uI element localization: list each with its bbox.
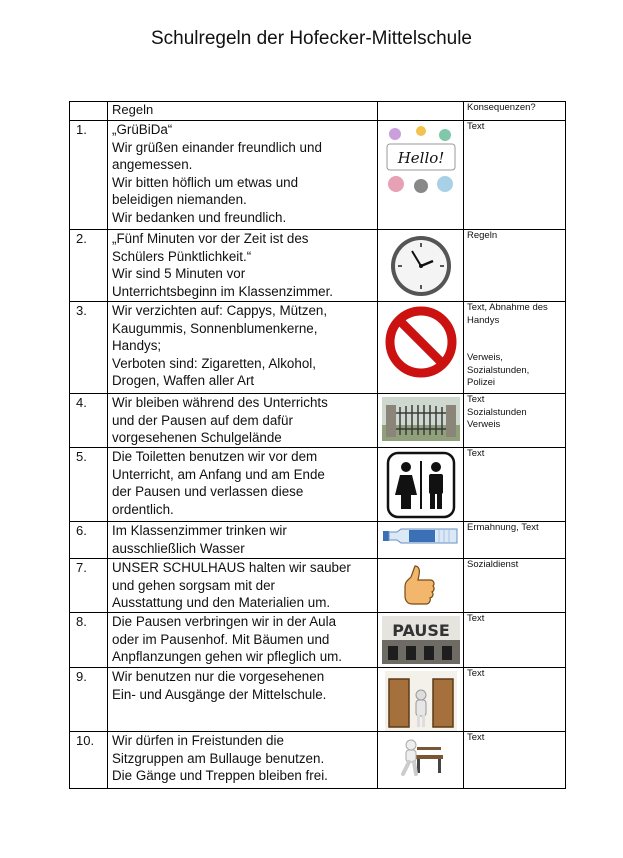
rule-text: Im Klassenzimmer trinken wir ausschließlich Wasser xyxy=(108,522,378,559)
table-row xyxy=(70,394,566,448)
table-row xyxy=(70,613,566,668)
header-consequences: Konsequenzen? xyxy=(464,102,566,121)
consequence: Text Sozialstunden Verweis xyxy=(464,394,566,448)
prohibition-icon xyxy=(378,302,464,394)
hello-image xyxy=(378,121,464,230)
rule-number: 1. xyxy=(70,121,108,230)
toilet-icon xyxy=(378,448,464,522)
table-row xyxy=(70,668,566,732)
rule-number: 5. xyxy=(70,448,108,522)
water-bottle-icon xyxy=(378,522,464,559)
rule-text: Wir dürfen in Freistunden die Sitzgruppen am Bullauge benutzen. Die Gänge und Treppen bleiben frei. xyxy=(108,732,378,789)
consequence: Text xyxy=(464,613,566,668)
rule-text: UNSER SCHULHAUS halten wir sauber und gehen sorgsam mit der Ausstattung und den Materialien um. xyxy=(108,559,378,613)
rule-number: 6. xyxy=(70,522,108,559)
gate-image xyxy=(378,394,464,448)
rule-number: 7. xyxy=(70,559,108,613)
rule-number: 2. xyxy=(70,230,108,302)
pause-image xyxy=(378,613,464,668)
pause-text: PAUSE xyxy=(391,621,450,640)
rule-text: Wir bleiben während des Unterrichts und der Pausen auf dem dafür vorgesehenen Schulgelände xyxy=(108,394,378,448)
consequence: Sozialdienst xyxy=(464,559,566,613)
table-row xyxy=(70,302,566,394)
rule-text: „GrüBiDa“ Wir grüßen einander freundlich und angemessen. Wir bitten höflich um etwas und beleidigen niemanden. Wir bedanken und freundlich. xyxy=(108,121,378,230)
thumbs-up-icon xyxy=(378,559,464,613)
consequence: Text xyxy=(464,732,566,789)
header-number xyxy=(70,102,108,121)
rule-number: 9. xyxy=(70,668,108,732)
page-title: Schulregeln der Hofecker-Mittelschule xyxy=(150,28,473,49)
table-row xyxy=(70,121,566,230)
rule-text: Die Toiletten benutzen wir vor dem Unterricht, am Anfang und am Ende der Pausen und verlassen diese ordentlich. xyxy=(108,448,378,522)
rule-number: 8. xyxy=(70,613,108,668)
consequence: Text xyxy=(464,121,566,230)
rules-table xyxy=(69,101,566,789)
doors-image xyxy=(378,668,464,732)
table-row xyxy=(70,448,566,522)
table-row xyxy=(70,559,566,613)
consequence: Text xyxy=(464,668,566,732)
table-row xyxy=(70,732,566,789)
consequence: Text, Abnahme des Handys Verweis, Sozialstunden, Polizei xyxy=(464,302,566,394)
consequence: Text xyxy=(464,448,566,522)
header-rules: Regeln xyxy=(108,102,378,121)
table-header-row xyxy=(70,102,566,121)
table-row xyxy=(70,230,566,302)
header-image xyxy=(378,102,464,121)
rule-number: 4. xyxy=(70,394,108,448)
bench-image xyxy=(378,732,464,789)
rule-number: 3. xyxy=(70,302,108,394)
rule-number: 10. xyxy=(70,732,108,789)
hello-text: Hello! xyxy=(397,149,444,167)
rule-text: Die Pausen verbringen wir in der Aula oder im Pausenhof. Mit Bäumen und Anpflanzungen gehen wir pfleglich um. xyxy=(108,613,378,668)
rule-text: Wir benutzen nur die vorgesehenen Ein- und Ausgänge der Mittelschule. xyxy=(108,668,378,732)
rule-text: „Fünf Minuten vor der Zeit ist des Schülers Pünktlichkeit.“ Wir sind 5 Minuten vor Unterrichtsbeginn im Klassenzimmer. xyxy=(108,230,378,302)
consequence: Ermahnung, Text xyxy=(464,522,566,559)
clock-icon xyxy=(378,230,464,302)
consequence: Regeln xyxy=(464,230,566,302)
rule-text: Wir verzichten auf: Cappys, Mützen, Kaugummis, Sonnenblumenkerne, Handys; Verboten sind: Zigaretten, Alkohol, Drogen, Waffen aller Art xyxy=(108,302,378,394)
table-row xyxy=(70,522,566,559)
